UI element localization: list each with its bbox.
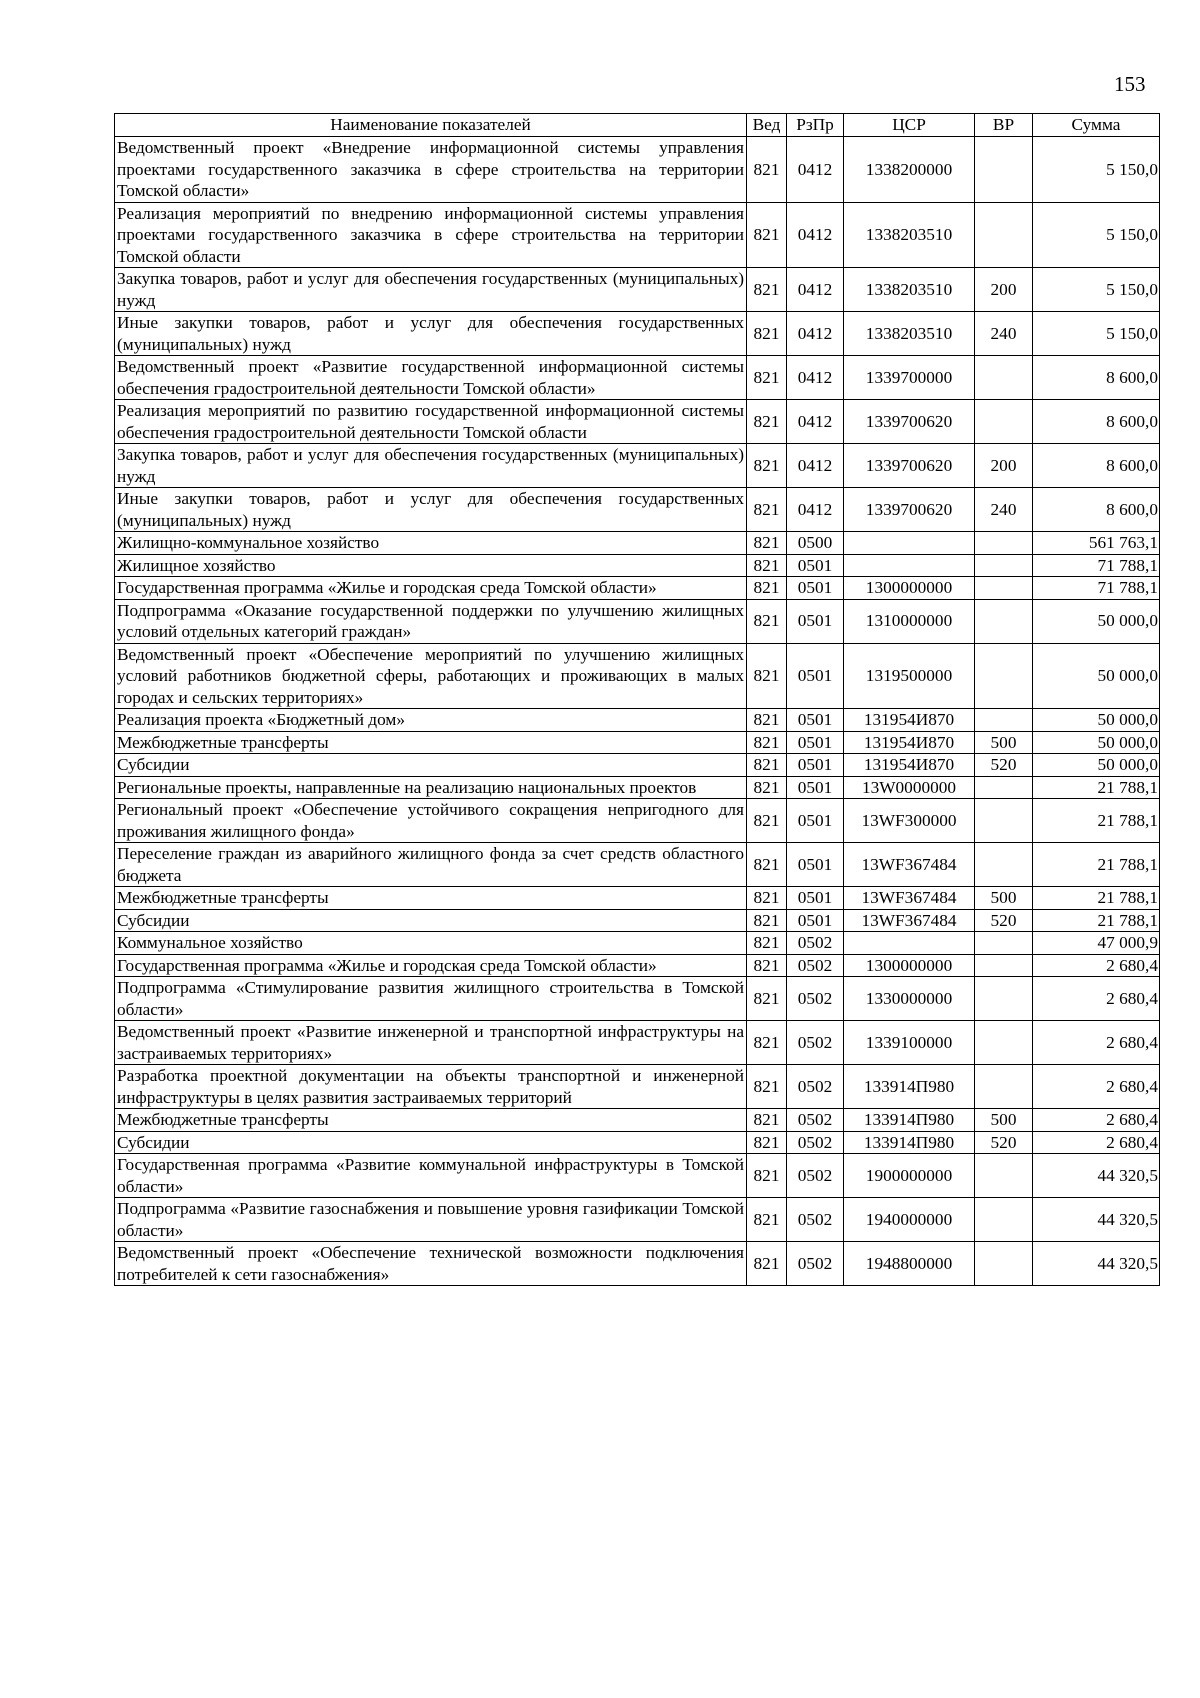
cell-rzpr: 0502	[787, 954, 844, 977]
cell-rzpr: 0501	[787, 643, 844, 709]
table-row	[115, 1065, 1160, 1109]
cell-vr: 520	[975, 754, 1033, 777]
cell-ved: 821	[747, 554, 787, 577]
cell-csr: 1339700620	[844, 444, 975, 488]
cell-vr	[975, 202, 1033, 268]
cell-name: Коммунальное хозяйство	[115, 932, 747, 955]
cell-csr: 1339100000	[844, 1021, 975, 1065]
cell-csr: 1338203510	[844, 268, 975, 312]
table-row	[115, 202, 1160, 268]
cell-name: Разработка проектной документации на объекты транспортной и инженерной инфраструктуры в целях развития застраиваемых территорий	[115, 1065, 747, 1109]
cell-sum: 5 150,0	[1033, 137, 1160, 203]
table-row	[115, 887, 1160, 910]
table-row	[115, 643, 1160, 709]
cell-ved: 821	[747, 1131, 787, 1154]
cell-ved: 821	[747, 202, 787, 268]
table-row	[115, 532, 1160, 555]
cell-rzpr: 0500	[787, 532, 844, 555]
cell-name: Ведомственный проект «Обеспечение технической возможности подключения потребителей к сети газоснабжения»	[115, 1242, 747, 1286]
cell-ved: 821	[747, 909, 787, 932]
cell-vr	[975, 1198, 1033, 1242]
table-row	[115, 776, 1160, 799]
cell-csr: 13WF300000	[844, 799, 975, 843]
page-number: 153	[1114, 72, 1146, 96]
cell-name: Межбюджетные трансферты	[115, 1109, 747, 1132]
cell-rzpr: 0501	[787, 577, 844, 600]
table-row	[115, 1021, 1160, 1065]
cell-sum: 71 788,1	[1033, 577, 1160, 600]
cell-sum: 50 000,0	[1033, 643, 1160, 709]
cell-rzpr: 0502	[787, 1198, 844, 1242]
header-rzpr: РзПр	[787, 114, 844, 137]
table-row	[115, 400, 1160, 444]
cell-ved: 821	[747, 799, 787, 843]
cell-name: Межбюджетные трансферты	[115, 731, 747, 754]
cell-csr: 1300000000	[844, 954, 975, 977]
cell-csr: 1300000000	[844, 577, 975, 600]
cell-csr: 1940000000	[844, 1198, 975, 1242]
cell-rzpr: 0412	[787, 312, 844, 356]
cell-ved: 821	[747, 532, 787, 555]
cell-ved: 821	[747, 776, 787, 799]
cell-vr: 500	[975, 1109, 1033, 1132]
table-row	[115, 577, 1160, 600]
cell-sum: 47 000,9	[1033, 932, 1160, 955]
table-row	[115, 754, 1160, 777]
cell-ved: 821	[747, 887, 787, 910]
cell-sum: 21 788,1	[1033, 909, 1160, 932]
cell-vr	[975, 977, 1033, 1021]
cell-name: Ведомственный проект «Обеспечение мероприятий по улучшению жилищных условий работников бюджетной сферы, работающих и проживающих в малых городах и сельских территориях»	[115, 643, 747, 709]
cell-sum: 50 000,0	[1033, 754, 1160, 777]
cell-sum: 44 320,5	[1033, 1154, 1160, 1198]
cell-csr: 13W0000000	[844, 776, 975, 799]
cell-csr: 1319500000	[844, 643, 975, 709]
cell-ved: 821	[747, 1198, 787, 1242]
cell-csr	[844, 532, 975, 555]
cell-ved: 821	[747, 400, 787, 444]
table-row	[115, 268, 1160, 312]
cell-ved: 821	[747, 1109, 787, 1132]
cell-rzpr: 0412	[787, 268, 844, 312]
cell-csr: 1900000000	[844, 1154, 975, 1198]
cell-csr: 1339700000	[844, 356, 975, 400]
cell-csr: 13WF367484	[844, 843, 975, 887]
cell-vr: 240	[975, 488, 1033, 532]
cell-sum: 8 600,0	[1033, 488, 1160, 532]
cell-csr: 133914П980	[844, 1065, 975, 1109]
cell-rzpr: 0502	[787, 1154, 844, 1198]
cell-name: Реализация проекта «Бюджетный дом»	[115, 709, 747, 732]
cell-sum: 21 788,1	[1033, 799, 1160, 843]
cell-vr	[975, 400, 1033, 444]
table-row	[115, 843, 1160, 887]
cell-ved: 821	[747, 488, 787, 532]
cell-name: Государственная программа «Развитие коммунальной инфраструктуры в Томской области»	[115, 1154, 747, 1198]
cell-ved: 821	[747, 754, 787, 777]
cell-csr: 1339700620	[844, 488, 975, 532]
cell-name: Иные закупки товаров, работ и услуг для обеспечения государственных (муниципальных) нужд	[115, 488, 747, 532]
cell-csr	[844, 932, 975, 955]
cell-rzpr: 0501	[787, 799, 844, 843]
cell-sum: 21 788,1	[1033, 843, 1160, 887]
table-header-row	[115, 114, 1160, 137]
table-row	[115, 554, 1160, 577]
cell-csr: 1338200000	[844, 137, 975, 203]
cell-rzpr: 0412	[787, 444, 844, 488]
cell-rzpr: 0502	[787, 977, 844, 1021]
cell-rzpr: 0501	[787, 554, 844, 577]
cell-vr: 500	[975, 731, 1033, 754]
cell-rzpr: 0502	[787, 1109, 844, 1132]
cell-vr	[975, 532, 1033, 555]
table-row	[115, 731, 1160, 754]
cell-name: Государственная программа «Жилье и городская среда Томской области»	[115, 954, 747, 977]
cell-csr: 131954И870	[844, 754, 975, 777]
table-row	[115, 1198, 1160, 1242]
cell-csr: 13WF367484	[844, 909, 975, 932]
table-row	[115, 799, 1160, 843]
cell-sum: 2 680,4	[1033, 954, 1160, 977]
cell-vr	[975, 1021, 1033, 1065]
cell-vr	[975, 709, 1033, 732]
table-row	[115, 909, 1160, 932]
cell-ved: 821	[747, 709, 787, 732]
cell-sum: 21 788,1	[1033, 887, 1160, 910]
cell-name: Государственная программа «Жилье и городская среда Томской области»	[115, 577, 747, 600]
cell-vr	[975, 599, 1033, 643]
cell-name: Ведомственный проект «Внедрение информационной системы управления проектами государственного заказчика в сфере строительства на территории Томской области»	[115, 137, 747, 203]
cell-rzpr: 0412	[787, 356, 844, 400]
header-csr: ЦСР	[844, 114, 975, 137]
cell-rzpr: 0412	[787, 400, 844, 444]
table-row	[115, 1109, 1160, 1132]
cell-sum: 5 150,0	[1033, 312, 1160, 356]
cell-vr	[975, 932, 1033, 955]
cell-vr: 200	[975, 268, 1033, 312]
cell-vr	[975, 356, 1033, 400]
cell-vr	[975, 554, 1033, 577]
table-row	[115, 356, 1160, 400]
cell-rzpr: 0412	[787, 137, 844, 203]
cell-csr: 1330000000	[844, 977, 975, 1021]
cell-sum: 8 600,0	[1033, 400, 1160, 444]
cell-rzpr: 0501	[787, 709, 844, 732]
header-ved: Вед	[747, 114, 787, 137]
table-row	[115, 599, 1160, 643]
cell-name: Закупка товаров, работ и услуг для обеспечения государственных (муниципальных) нужд	[115, 268, 747, 312]
cell-csr: 131954И870	[844, 731, 975, 754]
cell-ved: 821	[747, 137, 787, 203]
cell-name: Реализация мероприятий по развитию государственной информационной системы обеспечения градостроительной деятельности Томской области	[115, 400, 747, 444]
cell-ved: 821	[747, 1021, 787, 1065]
cell-ved: 821	[747, 977, 787, 1021]
cell-name: Жилищно-коммунальное хозяйство	[115, 532, 747, 555]
cell-ved: 821	[747, 843, 787, 887]
cell-vr	[975, 1154, 1033, 1198]
cell-ved: 821	[747, 932, 787, 955]
cell-vr: 520	[975, 909, 1033, 932]
cell-sum: 21 788,1	[1033, 776, 1160, 799]
cell-rzpr: 0412	[787, 488, 844, 532]
cell-rzpr: 0412	[787, 202, 844, 268]
cell-name: Региональный проект «Обеспечение устойчивого сокращения непригодного для проживания жилищного фонда»	[115, 799, 747, 843]
cell-name: Межбюджетные трансферты	[115, 887, 747, 910]
cell-rzpr: 0501	[787, 776, 844, 799]
cell-ved: 821	[747, 356, 787, 400]
table-row	[115, 1154, 1160, 1198]
cell-sum: 44 320,5	[1033, 1242, 1160, 1286]
cell-rzpr: 0501	[787, 887, 844, 910]
cell-sum: 50 000,0	[1033, 709, 1160, 732]
cell-csr: 1338203510	[844, 312, 975, 356]
cell-sum: 2 680,4	[1033, 1065, 1160, 1109]
cell-csr: 131954И870	[844, 709, 975, 732]
cell-vr	[975, 137, 1033, 203]
cell-sum: 5 150,0	[1033, 202, 1160, 268]
cell-csr: 1338203510	[844, 202, 975, 268]
cell-rzpr: 0501	[787, 843, 844, 887]
table-row	[115, 954, 1160, 977]
cell-name: Жилищное хозяйство	[115, 554, 747, 577]
cell-name: Иные закупки товаров, работ и услуг для обеспечения государственных (муниципальных) нужд	[115, 312, 747, 356]
cell-sum: 2 680,4	[1033, 1021, 1160, 1065]
cell-vr: 240	[975, 312, 1033, 356]
cell-name: Ведомственный проект «Развитие инженерной и транспортной инфраструктуры на застраиваемых территориях»	[115, 1021, 747, 1065]
cell-name: Реализация мероприятий по внедрению информационной системы управления проектами государственного заказчика в сфере строительства на территории Томской области	[115, 202, 747, 268]
cell-rzpr: 0502	[787, 1021, 844, 1065]
cell-csr: 133914П980	[844, 1131, 975, 1154]
cell-rzpr: 0502	[787, 1065, 844, 1109]
cell-csr: 133914П980	[844, 1109, 975, 1132]
cell-ved: 821	[747, 643, 787, 709]
cell-vr	[975, 1242, 1033, 1286]
header-sum: Сумма	[1033, 114, 1160, 137]
cell-sum: 5 150,0	[1033, 268, 1160, 312]
table-row	[115, 977, 1160, 1021]
cell-name: Закупка товаров, работ и услуг для обеспечения государственных (муниципальных) нужд	[115, 444, 747, 488]
cell-vr	[975, 577, 1033, 600]
cell-vr: 520	[975, 1131, 1033, 1154]
header-name: Наименование показателей	[115, 114, 747, 137]
table-row	[115, 488, 1160, 532]
table-row	[115, 312, 1160, 356]
cell-csr: 1948800000	[844, 1242, 975, 1286]
cell-name: Субсидии	[115, 909, 747, 932]
cell-ved: 821	[747, 1065, 787, 1109]
cell-sum: 50 000,0	[1033, 599, 1160, 643]
cell-sum: 2 680,4	[1033, 1131, 1160, 1154]
cell-vr: 500	[975, 887, 1033, 910]
cell-ved: 821	[747, 268, 787, 312]
table-row	[115, 1131, 1160, 1154]
cell-sum: 2 680,4	[1033, 977, 1160, 1021]
cell-rzpr: 0501	[787, 909, 844, 932]
cell-sum: 8 600,0	[1033, 444, 1160, 488]
header-vr: ВР	[975, 114, 1033, 137]
table-row	[115, 1242, 1160, 1286]
cell-name: Переселение граждан из аварийного жилищного фонда за счет средств областного бюджета	[115, 843, 747, 887]
cell-name: Подпрограмма «Стимулирование развития жилищного строительства в Томской области»	[115, 977, 747, 1021]
cell-vr	[975, 776, 1033, 799]
cell-ved: 821	[747, 577, 787, 600]
cell-csr	[844, 554, 975, 577]
budget-table	[114, 113, 1160, 1286]
cell-name: Субсидии	[115, 754, 747, 777]
cell-csr: 13WF367484	[844, 887, 975, 910]
cell-name: Региональные проекты, направленные на реализацию национальных проектов	[115, 776, 747, 799]
cell-ved: 821	[747, 312, 787, 356]
table-row	[115, 444, 1160, 488]
cell-ved: 821	[747, 1154, 787, 1198]
cell-ved: 821	[747, 1242, 787, 1286]
table-row	[115, 932, 1160, 955]
cell-rzpr: 0501	[787, 754, 844, 777]
cell-vr	[975, 954, 1033, 977]
cell-csr: 1310000000	[844, 599, 975, 643]
cell-csr: 1339700620	[844, 400, 975, 444]
cell-sum: 8 600,0	[1033, 356, 1160, 400]
cell-ved: 821	[747, 954, 787, 977]
cell-sum: 50 000,0	[1033, 731, 1160, 754]
cell-sum: 71 788,1	[1033, 554, 1160, 577]
table-row	[115, 137, 1160, 203]
cell-name: Подпрограмма «Развитие газоснабжения и повышение уровня газификации Томской области»	[115, 1198, 747, 1242]
table-row	[115, 709, 1160, 732]
cell-rzpr: 0502	[787, 1131, 844, 1154]
table-body	[115, 137, 1160, 1286]
cell-vr: 200	[975, 444, 1033, 488]
cell-ved: 821	[747, 731, 787, 754]
cell-name: Ведомственный проект «Развитие государственной информационной системы обеспечения градостроительной деятельности Томской области»	[115, 356, 747, 400]
cell-ved: 821	[747, 599, 787, 643]
cell-sum: 2 680,4	[1033, 1109, 1160, 1132]
cell-rzpr: 0502	[787, 1242, 844, 1286]
cell-sum: 561 763,1	[1033, 532, 1160, 555]
cell-ved: 821	[747, 444, 787, 488]
cell-vr	[975, 1065, 1033, 1109]
cell-rzpr: 0501	[787, 731, 844, 754]
cell-vr	[975, 843, 1033, 887]
cell-vr	[975, 643, 1033, 709]
cell-name: Подпрограмма «Оказание государственной поддержки по улучшению жилищных условий отдельных категорий граждан»	[115, 599, 747, 643]
cell-name: Субсидии	[115, 1131, 747, 1154]
cell-vr	[975, 799, 1033, 843]
cell-sum: 44 320,5	[1033, 1198, 1160, 1242]
cell-rzpr: 0501	[787, 599, 844, 643]
cell-rzpr: 0502	[787, 932, 844, 955]
